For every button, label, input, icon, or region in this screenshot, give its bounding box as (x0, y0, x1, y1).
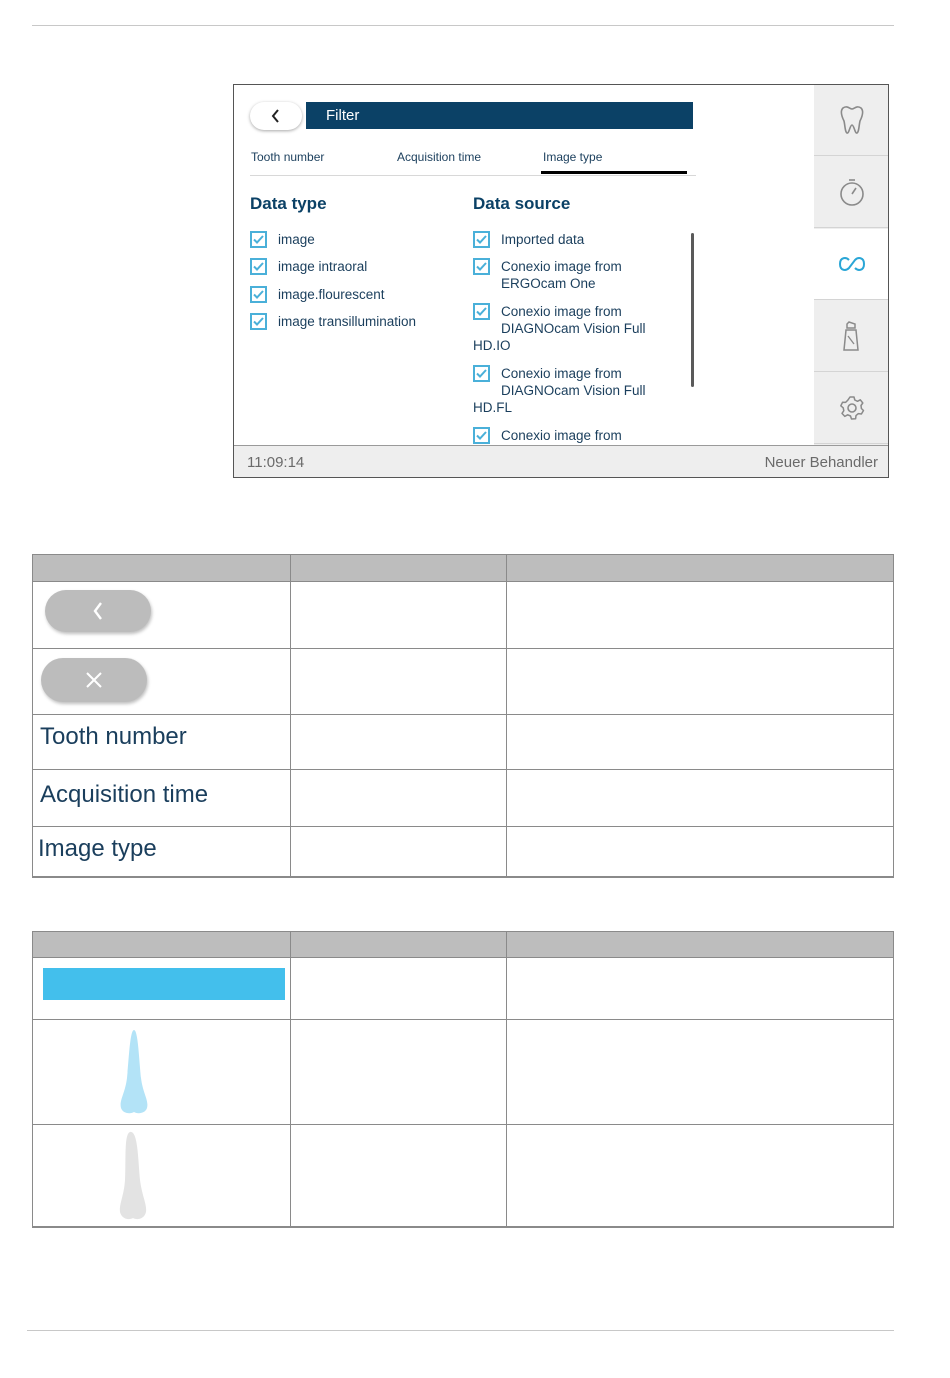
data-source-option[interactable] (473, 258, 683, 292)
data-type-option[interactable] (250, 313, 416, 330)
sidebar-item-spray[interactable] (814, 301, 889, 372)
filter-title-bar: Filter (306, 102, 693, 129)
option-label-line3: HD.FL (473, 400, 513, 415)
tab-image-type[interactable]: Image type (543, 150, 603, 164)
sidebar-item-settings[interactable] (814, 373, 889, 444)
tab-tooth-number[interactable]: Tooth number (251, 150, 325, 164)
filter-screen (234, 85, 814, 445)
chevron-left-icon (92, 601, 104, 621)
tab-acquisition-time[interactable]: Acquisition time (397, 150, 482, 164)
table-row (33, 649, 893, 715)
active-tab-indicator (541, 171, 687, 174)
option-label: Imported data (501, 232, 585, 247)
option-label: image.flourescent (278, 287, 385, 302)
data-source-option[interactable] (473, 303, 683, 354)
back-button[interactable] (250, 102, 302, 130)
grey-tooth-icon (118, 1130, 148, 1220)
data-type-option[interactable] (250, 286, 385, 303)
table-row (33, 715, 893, 770)
device-screenshot (233, 84, 889, 478)
table-header-row (33, 932, 893, 958)
sidebar-item-timer[interactable] (814, 157, 889, 228)
option-label-line1: Conexio image from (501, 428, 622, 443)
controls-table (32, 554, 894, 878)
checkbox-checked-icon[interactable] (473, 303, 490, 320)
tooth-icon (839, 105, 865, 135)
status-user: Neuer Behandler (764, 454, 878, 471)
option-label-line1: Conexio image from (501, 366, 622, 381)
checkbox-checked-icon[interactable] (250, 231, 267, 248)
close-pill-icon (41, 658, 147, 702)
gear-icon (839, 395, 865, 421)
cyan-bar (43, 968, 285, 1000)
column-divider (506, 555, 507, 877)
table-row (33, 1020, 893, 1125)
option-label-line2: ERGOcam One (501, 276, 596, 291)
infinity-icon (837, 256, 867, 272)
column-divider (506, 932, 507, 1227)
scrollbar[interactable] (691, 233, 694, 387)
data-source-option[interactable] (473, 427, 683, 444)
light-blue-tooth-icon (119, 1028, 149, 1114)
footer-rule (27, 1330, 894, 1331)
option-label: image (278, 232, 315, 247)
option-label: image intraoral (278, 259, 368, 274)
filter-tabs (250, 145, 696, 176)
data-type-option[interactable] (250, 258, 367, 275)
spray-bottle-icon (841, 320, 863, 352)
tooth-number-label: Tooth number (40, 723, 187, 750)
sidebar (814, 85, 889, 445)
chevron-left-icon (271, 109, 281, 123)
table-row (33, 827, 893, 877)
data-source-option[interactable] (473, 365, 683, 416)
sidebar-item-infinity[interactable] (814, 229, 889, 300)
table-row (33, 582, 893, 649)
option-label-line1: Conexio image from (501, 304, 622, 319)
data-source-option[interactable] (473, 231, 683, 248)
checkbox-checked-icon[interactable] (250, 258, 267, 275)
checkbox-checked-icon[interactable] (473, 365, 490, 382)
option-label-line2: DIAGNOcam Vision Full (501, 321, 646, 336)
table-header-row (33, 555, 893, 582)
data-source-title: Data source (473, 194, 571, 213)
checkbox-checked-icon[interactable] (250, 286, 267, 303)
option-label-line2: DIAGNOcam Vision Full (501, 383, 646, 398)
image-type-label: Image type (38, 835, 157, 862)
option-label-line3: HD.IO (473, 338, 511, 353)
status-bar (234, 445, 889, 478)
column-divider (290, 555, 291, 877)
header-rule (32, 25, 894, 26)
table-row (33, 770, 893, 827)
sidebar-item-tooth[interactable] (814, 85, 889, 156)
data-type-title: Data type (250, 194, 327, 213)
column-divider (290, 932, 291, 1227)
option-label-line1: Conexio image from (501, 259, 622, 274)
stopwatch-icon (838, 177, 866, 207)
checkbox-checked-icon[interactable] (473, 427, 490, 444)
option-label: image transillumination (278, 314, 417, 329)
status-time: 11:09:14 (247, 454, 305, 471)
checkbox-checked-icon[interactable] (250, 313, 267, 330)
colors-table (32, 931, 894, 1228)
table-row (33, 1125, 893, 1227)
back-pill-icon (45, 590, 151, 632)
data-type-option[interactable] (250, 231, 315, 248)
table-row (33, 958, 893, 1020)
close-icon (85, 671, 103, 689)
checkbox-checked-icon[interactable] (473, 258, 490, 275)
acquisition-time-label: Acquisition time (40, 781, 209, 808)
checkbox-checked-icon[interactable] (473, 231, 490, 248)
